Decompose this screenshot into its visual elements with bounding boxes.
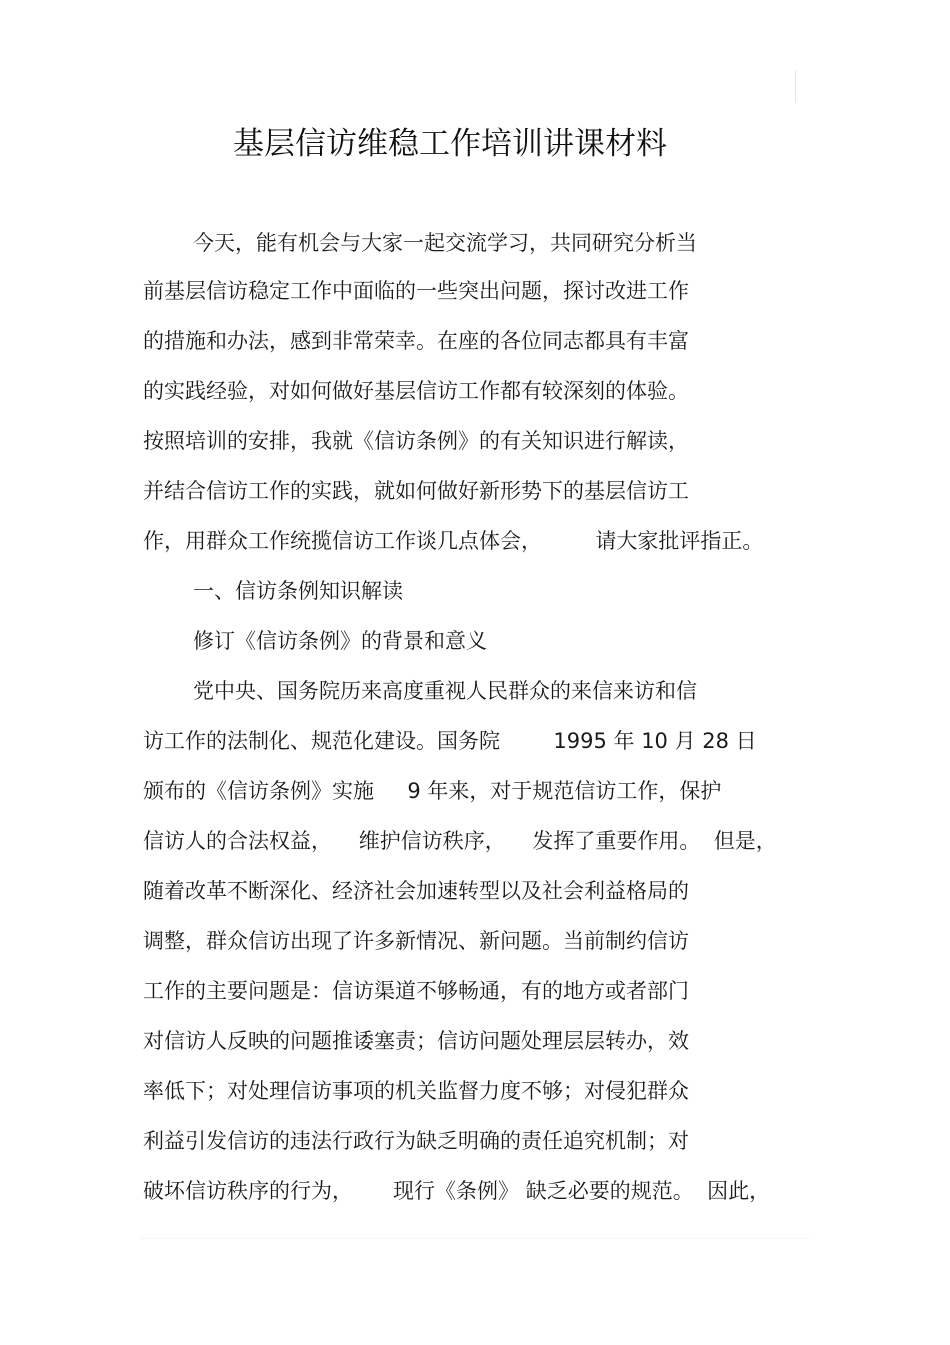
paragraph-line: 作，用群众工作统揽信访工作谈几点体会， 请大家批评指正。 — [143, 529, 764, 553]
paragraph-line: 的实践经验，对如何做好基层信访工作都有较深刻的体验。 — [143, 379, 689, 403]
section-heading: 一、信访条例知识解读 — [193, 579, 403, 603]
paragraph-line: 工作的主要问题是：信访渠道不够畅通，有的地方或者部门 — [143, 979, 689, 1003]
paragraph-line: 并结合信访工作的实践，就如何做好新形势下的基层信访工 — [143, 479, 689, 503]
paragraph-line: 率低下；对处理信访事项的机关监督力度不够；对侵犯群众 — [143, 1079, 689, 1103]
paragraph-line: 的措施和办法，感到非常荣幸。在座的各位同志都具有丰富 — [143, 329, 689, 353]
paragraph-line: 今天，能有机会与大家一起交流学习，共同研究分析当 — [193, 231, 697, 255]
page-edge-mark — [795, 70, 796, 102]
page-footer-divider — [140, 1238, 810, 1241]
paragraph-line: 破坏信访秩序的行为， 现行《条例》 缺乏必要的规范。 因此， — [143, 1179, 771, 1203]
paragraph-line: 按照培训的安排，我就《信访条例》的有关知识进行解读， — [143, 429, 689, 453]
paragraph-line: 随着改革不断深化、经济社会加速转型以及社会利益格局的 — [143, 879, 689, 903]
paragraph-line: 前基层信访稳定工作中面临的一些突出问题，探讨改进工作 — [143, 279, 689, 303]
paragraph-line: 访工作的法制化、规范化建设。国务院 1995 年 10 月 28 日 — [143, 729, 757, 753]
paragraph-line: 利益引发信访的违法行政行为缺乏明确的责任追究机制；对 — [143, 1129, 689, 1153]
subsection-heading: 修订《信访条例》的背景和意义 — [193, 629, 487, 653]
paragraph-line: 对信访人反映的问题推诿塞责；信访问题处理层层转办，效 — [143, 1029, 689, 1053]
document-title: 基层信访维稳工作培训讲课材料 — [233, 126, 667, 162]
paragraph-line: 调整，群众信访出现了许多新情况、新问题。当前制约信访 — [143, 929, 689, 953]
paragraph-line: 党中央、国务院历来高度重视人民群众的来信来访和信 — [193, 679, 697, 703]
paragraph-line: 颁布的《信访条例》实施 9 年来，对于规范信访工作，保护 — [143, 779, 722, 803]
paragraph-line: 信访人的合法权益， 维护信访秩序， 发挥了重要作用。 但是， — [143, 829, 777, 853]
